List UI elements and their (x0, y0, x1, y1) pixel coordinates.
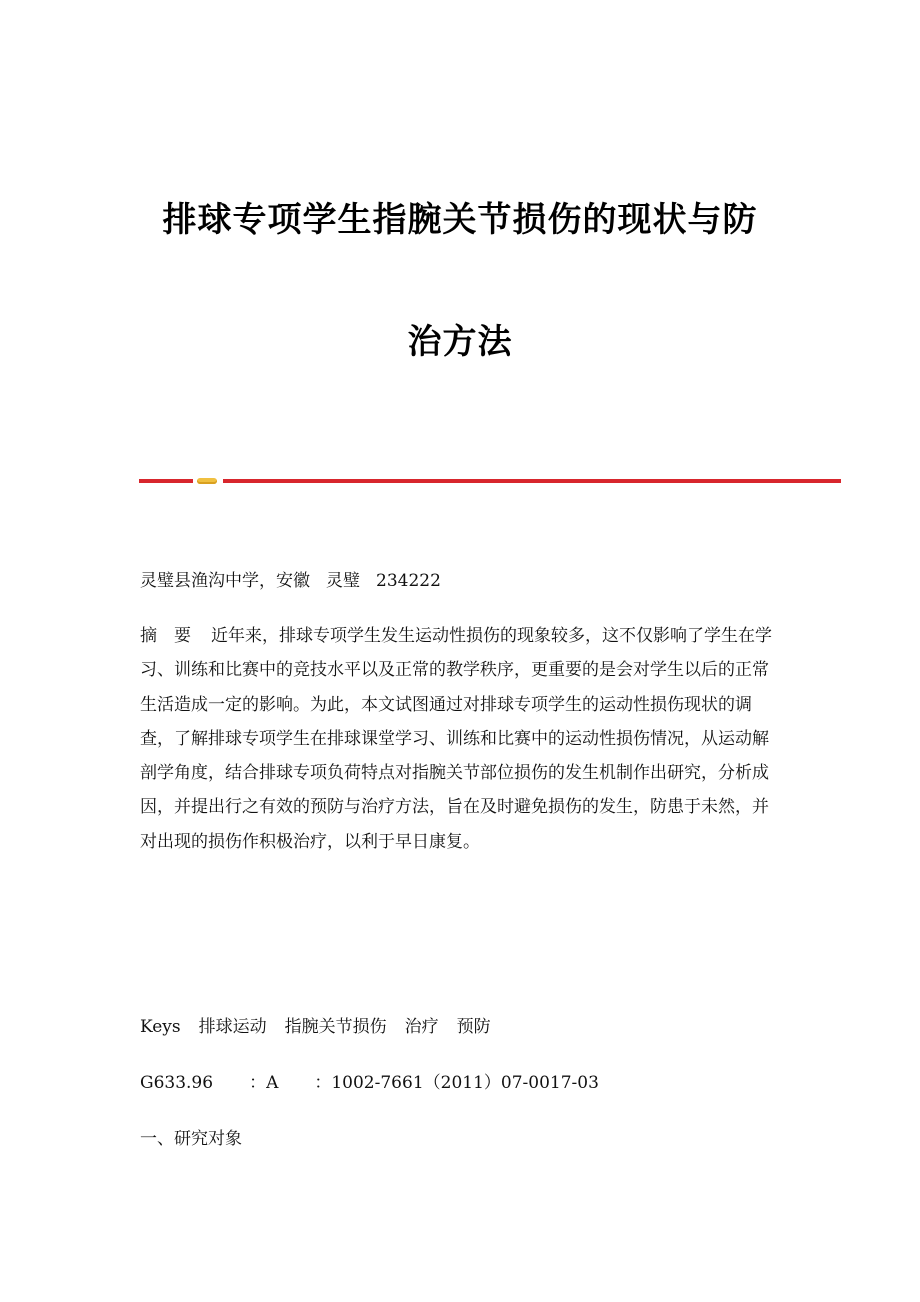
title-line-1: 排球专项学生指腕关节损伤的现状与防 (162, 200, 758, 240)
abstract-text: 近年来，排球专项学生发生运动性损伤的现象较多，这不仅影响了学生在学习、训练和比赛中的竞技水平以及正常的教学秩序，更重要的是会对学生以后的正常生活造成一定的影响。为此，本文试图通过对排球专项学生的运动性损伤现状的调查，了解排球专项学生在排球课堂学习、训练和比赛中的运动性损伤情况，从运动解剖学角度，结合排球专项负荷特点对指腕关节部位损伤的发生机制作出研究，分析成因，并提出行之有效的预防与治疗方法，旨在及时避免损伤的发生，防患于未然，并对出现的损伤作积极治疗，以利于早日康复。 (140, 626, 772, 852)
abstract-label: 摘 要 (140, 626, 191, 646)
article-id: ：1002-7661（2011）07-0017-03 (314, 1073, 599, 1093)
classification (140, 1066, 780, 1100)
keyword-item: 治疗 (404, 1017, 439, 1037)
divider-bar-right (223, 479, 841, 483)
affiliation (140, 564, 780, 598)
section-heading: 一、研究对象 (140, 1129, 242, 1149)
ornament-icon (197, 478, 217, 484)
clc-number: G633.96 (140, 1073, 214, 1093)
keywords (140, 1010, 780, 1044)
title-line-2: 治方法 (407, 322, 513, 362)
divider-bar-left (139, 479, 193, 483)
document-code: ：A (249, 1073, 279, 1093)
abstract (140, 619, 780, 859)
affiliation-city: 灵璧 (326, 571, 360, 591)
title-divider (139, 478, 841, 484)
affiliation-postcode: 234222 (376, 571, 441, 591)
keyword-item: 预防 (456, 1017, 491, 1037)
keywords-label: Keys (140, 1017, 181, 1037)
keyword-item: 排球运动 (198, 1017, 267, 1037)
keyword-item: 指腕关节损伤 (284, 1017, 387, 1037)
affiliation-school: 灵璧县渔沟中学，安徽 (140, 571, 310, 591)
